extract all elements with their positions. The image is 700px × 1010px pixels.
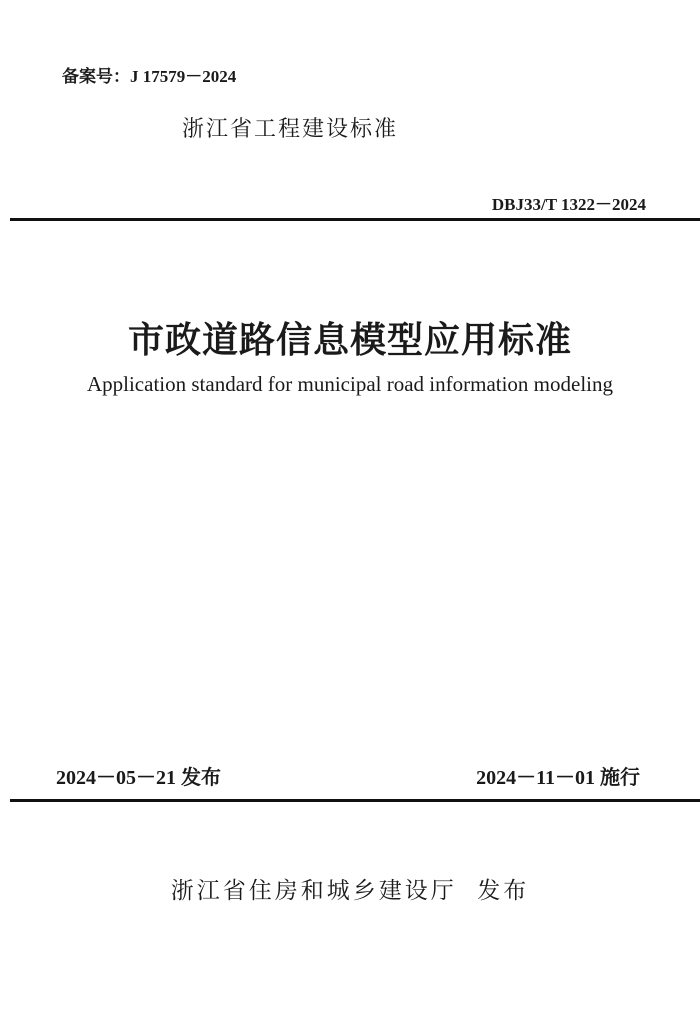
document-title-chinese: 市政道路信息模型应用标准 [127,319,572,361]
standard-code: DBJ33/T 1322－2024 [491,195,646,214]
bottom-rule-divider [10,799,700,802]
implementation-date: 2024－11－01 施行 [476,767,640,789]
standard-series: 浙江省工程建设标准 [182,117,399,142]
document-title-english: Application standard for municipal road information modeling [86,372,614,396]
record-number: 备案号：J 17579－2024 [62,67,237,86]
top-rule-divider [10,218,700,221]
issue-date: 2024－05－21 发布 [56,767,221,789]
publisher: 浙江省住房和城乡建设厅 发布 [170,878,530,904]
